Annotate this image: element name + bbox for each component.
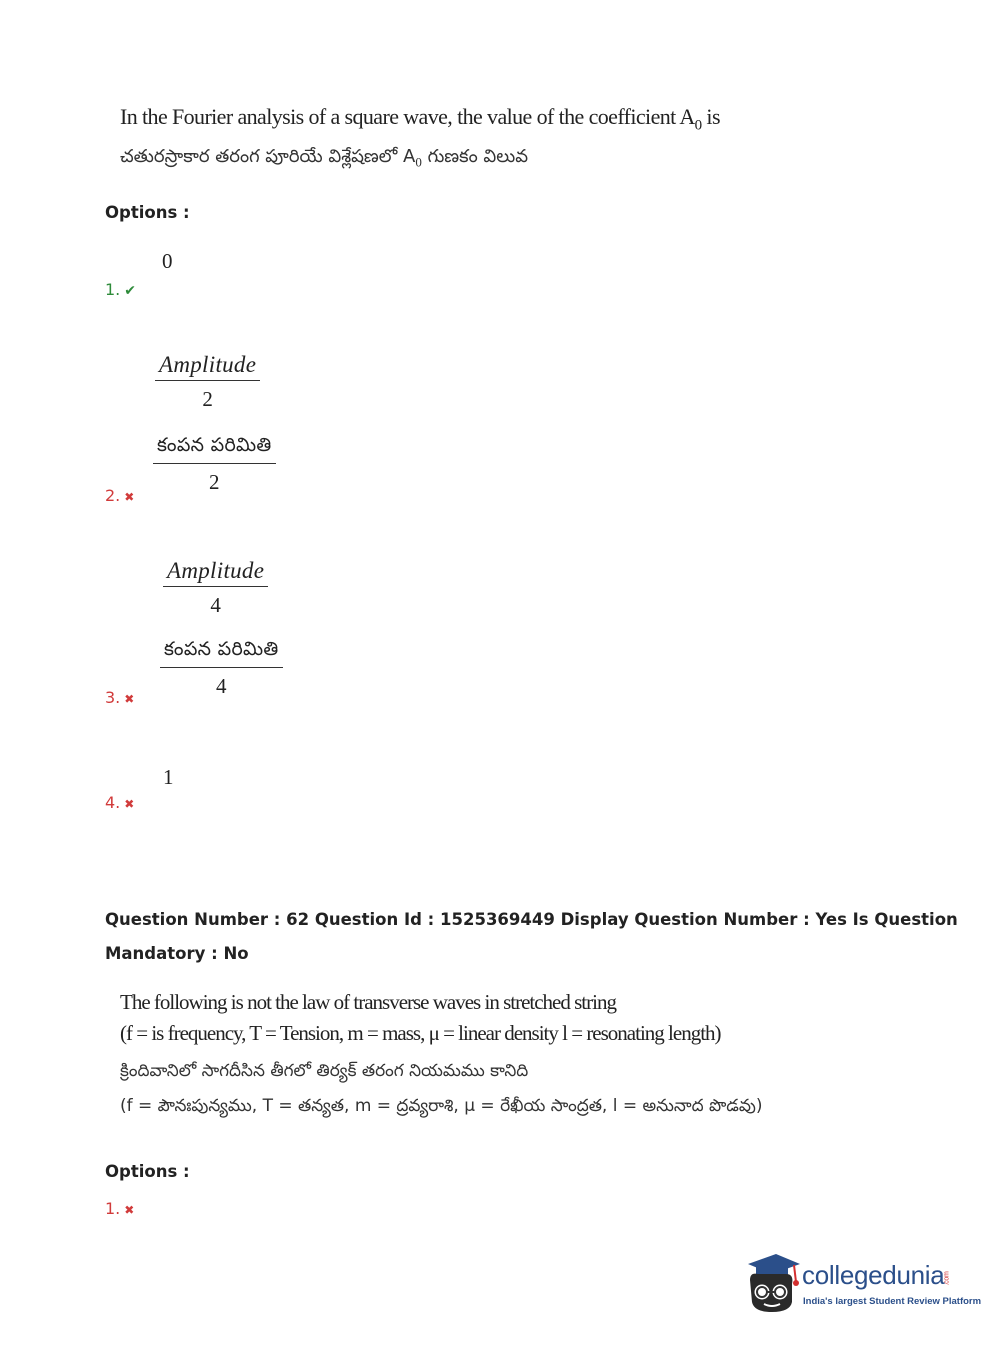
option-number: 4. xyxy=(105,793,121,812)
option-1-value: 0 xyxy=(162,249,173,273)
check-icon: ✔ xyxy=(124,283,136,299)
fraction-numerator: కంపన పరిమితి xyxy=(160,638,283,668)
fraction-numerator: Amplitude xyxy=(155,352,260,381)
option-1-number[interactable] xyxy=(105,280,136,299)
subscript-zero: 0 xyxy=(415,154,422,170)
question-meta-line1: Question Number : 62 Question Id : 1525369449 Display Question Number : Yes Is Question xyxy=(105,910,958,929)
q62-option-1-number[interactable] xyxy=(105,1199,134,1218)
option-3-fraction-en xyxy=(163,558,268,618)
question-62-line4: (f = పౌనఃపున్యము, T = తన్యత, m = ద్రవ్యరాశి, μ = రేఖీయ సాంద్రత, l = అనునాద పొడవు) xyxy=(120,1096,763,1116)
option-4-value: 1 xyxy=(163,765,174,789)
option-number: 2. xyxy=(105,486,121,505)
option-3-fraction-te xyxy=(160,638,283,699)
logo-suffix: .com xyxy=(943,1271,951,1286)
option-2-fraction-en xyxy=(155,352,260,412)
question-meta-line2: Mandatory : No xyxy=(105,944,249,963)
cross-icon: ✖ xyxy=(124,692,135,706)
option-4-number[interactable] xyxy=(105,793,134,812)
question-en-text: In the Fourier analysis of a square wave, the value of the coefficient A xyxy=(120,104,695,129)
option-number: 1. xyxy=(105,280,121,299)
cross-icon: ✖ xyxy=(124,1203,135,1217)
question-62-line3: క్రిందివానిలో సాగదీసిన తీగలో తిర్యక్ తరంగ నియమము కానిది xyxy=(120,1061,529,1081)
question-en-suffix: is xyxy=(701,104,720,129)
option-2-fraction-te xyxy=(153,434,276,495)
question-62-line1: The following is not the law of transverse waves in stretched string xyxy=(120,990,616,1014)
option-number: 3. xyxy=(105,688,121,707)
student-mascot-icon xyxy=(742,1250,802,1316)
question-te-text: చతురస్రాకార తరంగ పూరియే విశ్లేషణలో A xyxy=(120,146,416,167)
collegedunia-logo xyxy=(742,1250,982,1320)
logo-name: collegedunia xyxy=(802,1260,945,1290)
subscript-zero: 0 xyxy=(694,117,702,134)
fraction-denominator: 4 xyxy=(216,674,227,698)
question-text-te xyxy=(120,146,528,171)
question-te-suffix: గుణకం విలువ xyxy=(421,146,529,167)
option-2-number[interactable] xyxy=(105,486,134,505)
fraction-denominator: 2 xyxy=(209,470,220,494)
question-text-en xyxy=(120,104,720,134)
fraction-numerator: Amplitude xyxy=(163,558,268,587)
fraction-denominator: 4 xyxy=(210,593,221,617)
question-62-line2: (f = is frequency, T = Tension, m = mass, μ = linear density l = resonating length) xyxy=(120,1021,721,1045)
fraction-denominator: 2 xyxy=(202,387,213,411)
fraction-numerator: కంపన పరిమితి xyxy=(153,434,276,464)
logo-tagline: India's largest Student Review Platform xyxy=(803,1296,982,1307)
cross-icon: ✖ xyxy=(124,797,135,811)
option-number: 1. xyxy=(105,1199,121,1218)
logo-wordmark xyxy=(802,1260,958,1291)
cross-icon: ✖ xyxy=(124,490,135,504)
option-3-number[interactable] xyxy=(105,688,134,707)
options-label: Options : xyxy=(105,203,190,222)
options-label-q62: Options : xyxy=(105,1162,190,1181)
